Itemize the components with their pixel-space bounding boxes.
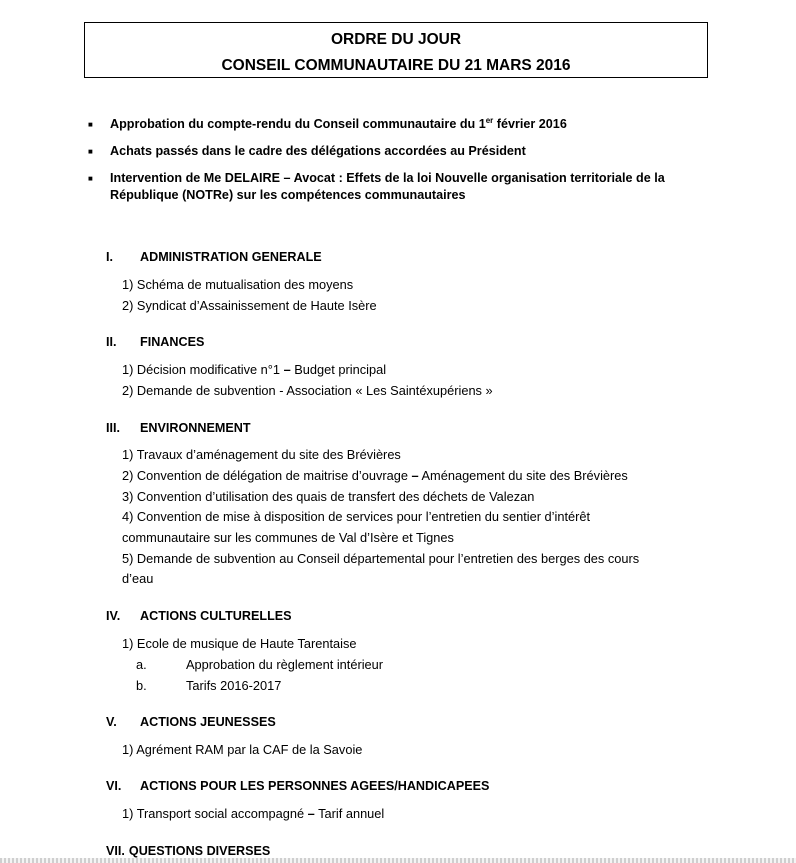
square-bullet-icon: ■	[88, 174, 93, 183]
list-item: 1) Agrément RAM par la CAF de la Savoie	[122, 742, 363, 757]
section-heading: VI. ACTIONS POUR LES PERSONNES AGEES/HANDICAPEES	[106, 779, 490, 793]
section-heading: II. FINANCES	[106, 335, 205, 349]
preliminary-items	[88, 116, 698, 214]
title-box	[84, 22, 708, 78]
list-item: 2) Demande de subvention - Association « Les Saintéxupériens »	[122, 383, 493, 398]
bullet-item: ■ Intervention de Me DELAIRE – Avocat : Effets de la loi Nouvelle organisation territoriale de la République (NOTRe) sur les compétences communautaires	[88, 171, 665, 202]
section-heading: IV. ACTIONS CULTURELLES	[106, 609, 292, 623]
list-item: 1) Transport social accompagné – Tarif annuel	[122, 806, 385, 821]
list-item: 1) Ecole de musique de Haute Tarentaise	[122, 636, 357, 651]
list-item: 1) Schéma de mutualisation des moyens	[122, 277, 354, 292]
section-heading: I. ADMINISTRATION GENERALE	[106, 250, 322, 264]
section-heading: VII. QUESTIONS DIVERSES	[106, 844, 271, 858]
list-item: 1) Travaux d’aménagement du site des Brévières	[122, 447, 401, 462]
sub-list-item: b. Tarifs 2016-2017	[136, 678, 282, 693]
list-item-continuation: d’eau	[122, 571, 154, 586]
section-heading: V. ACTIONS JEUNESSES	[106, 715, 276, 729]
square-bullet-icon: ■	[88, 147, 93, 156]
document-title: ORDRE DU JOUR	[330, 31, 462, 48]
section-heading: III. ENVIRONNEMENT	[106, 421, 251, 435]
list-item: 4) Convention de mise à disposition de services pour l’entretien du sentier d’intérêt	[122, 509, 591, 524]
list-item: 2) Syndicat d’Assainissement de Haute Isère	[122, 298, 377, 313]
page-edge	[0, 858, 796, 863]
bullet-item: ■ Approbation du compte-rendu du Conseil communautaire du 1er février 2016	[88, 116, 567, 131]
document-subtitle: CONSEIL COMMUNAUTAIRE DU 21 MARS 2016	[221, 57, 571, 74]
sub-list-item: a. Approbation du règlement intérieur	[136, 657, 384, 672]
bullet-item: ■ Achats passés dans le cadre des délégations accordées au Président	[88, 144, 526, 158]
list-item: 5) Demande de subvention au Conseil départemental pour l’entretien des berges des cours	[122, 551, 640, 566]
list-item: 1) Décision modificative n°1 – Budget principal	[122, 362, 387, 377]
list-item: 3) Convention d’utilisation des quais de transfert des déchets de Valezan	[122, 489, 535, 504]
list-item-continuation: communautaire sur les communes de Val d’Isère et Tignes	[122, 530, 454, 545]
square-bullet-icon: ■	[88, 120, 93, 129]
list-item: 2) Convention de délégation de maitrise d’ouvrage – Aménagement du site des Brévières	[122, 468, 628, 483]
